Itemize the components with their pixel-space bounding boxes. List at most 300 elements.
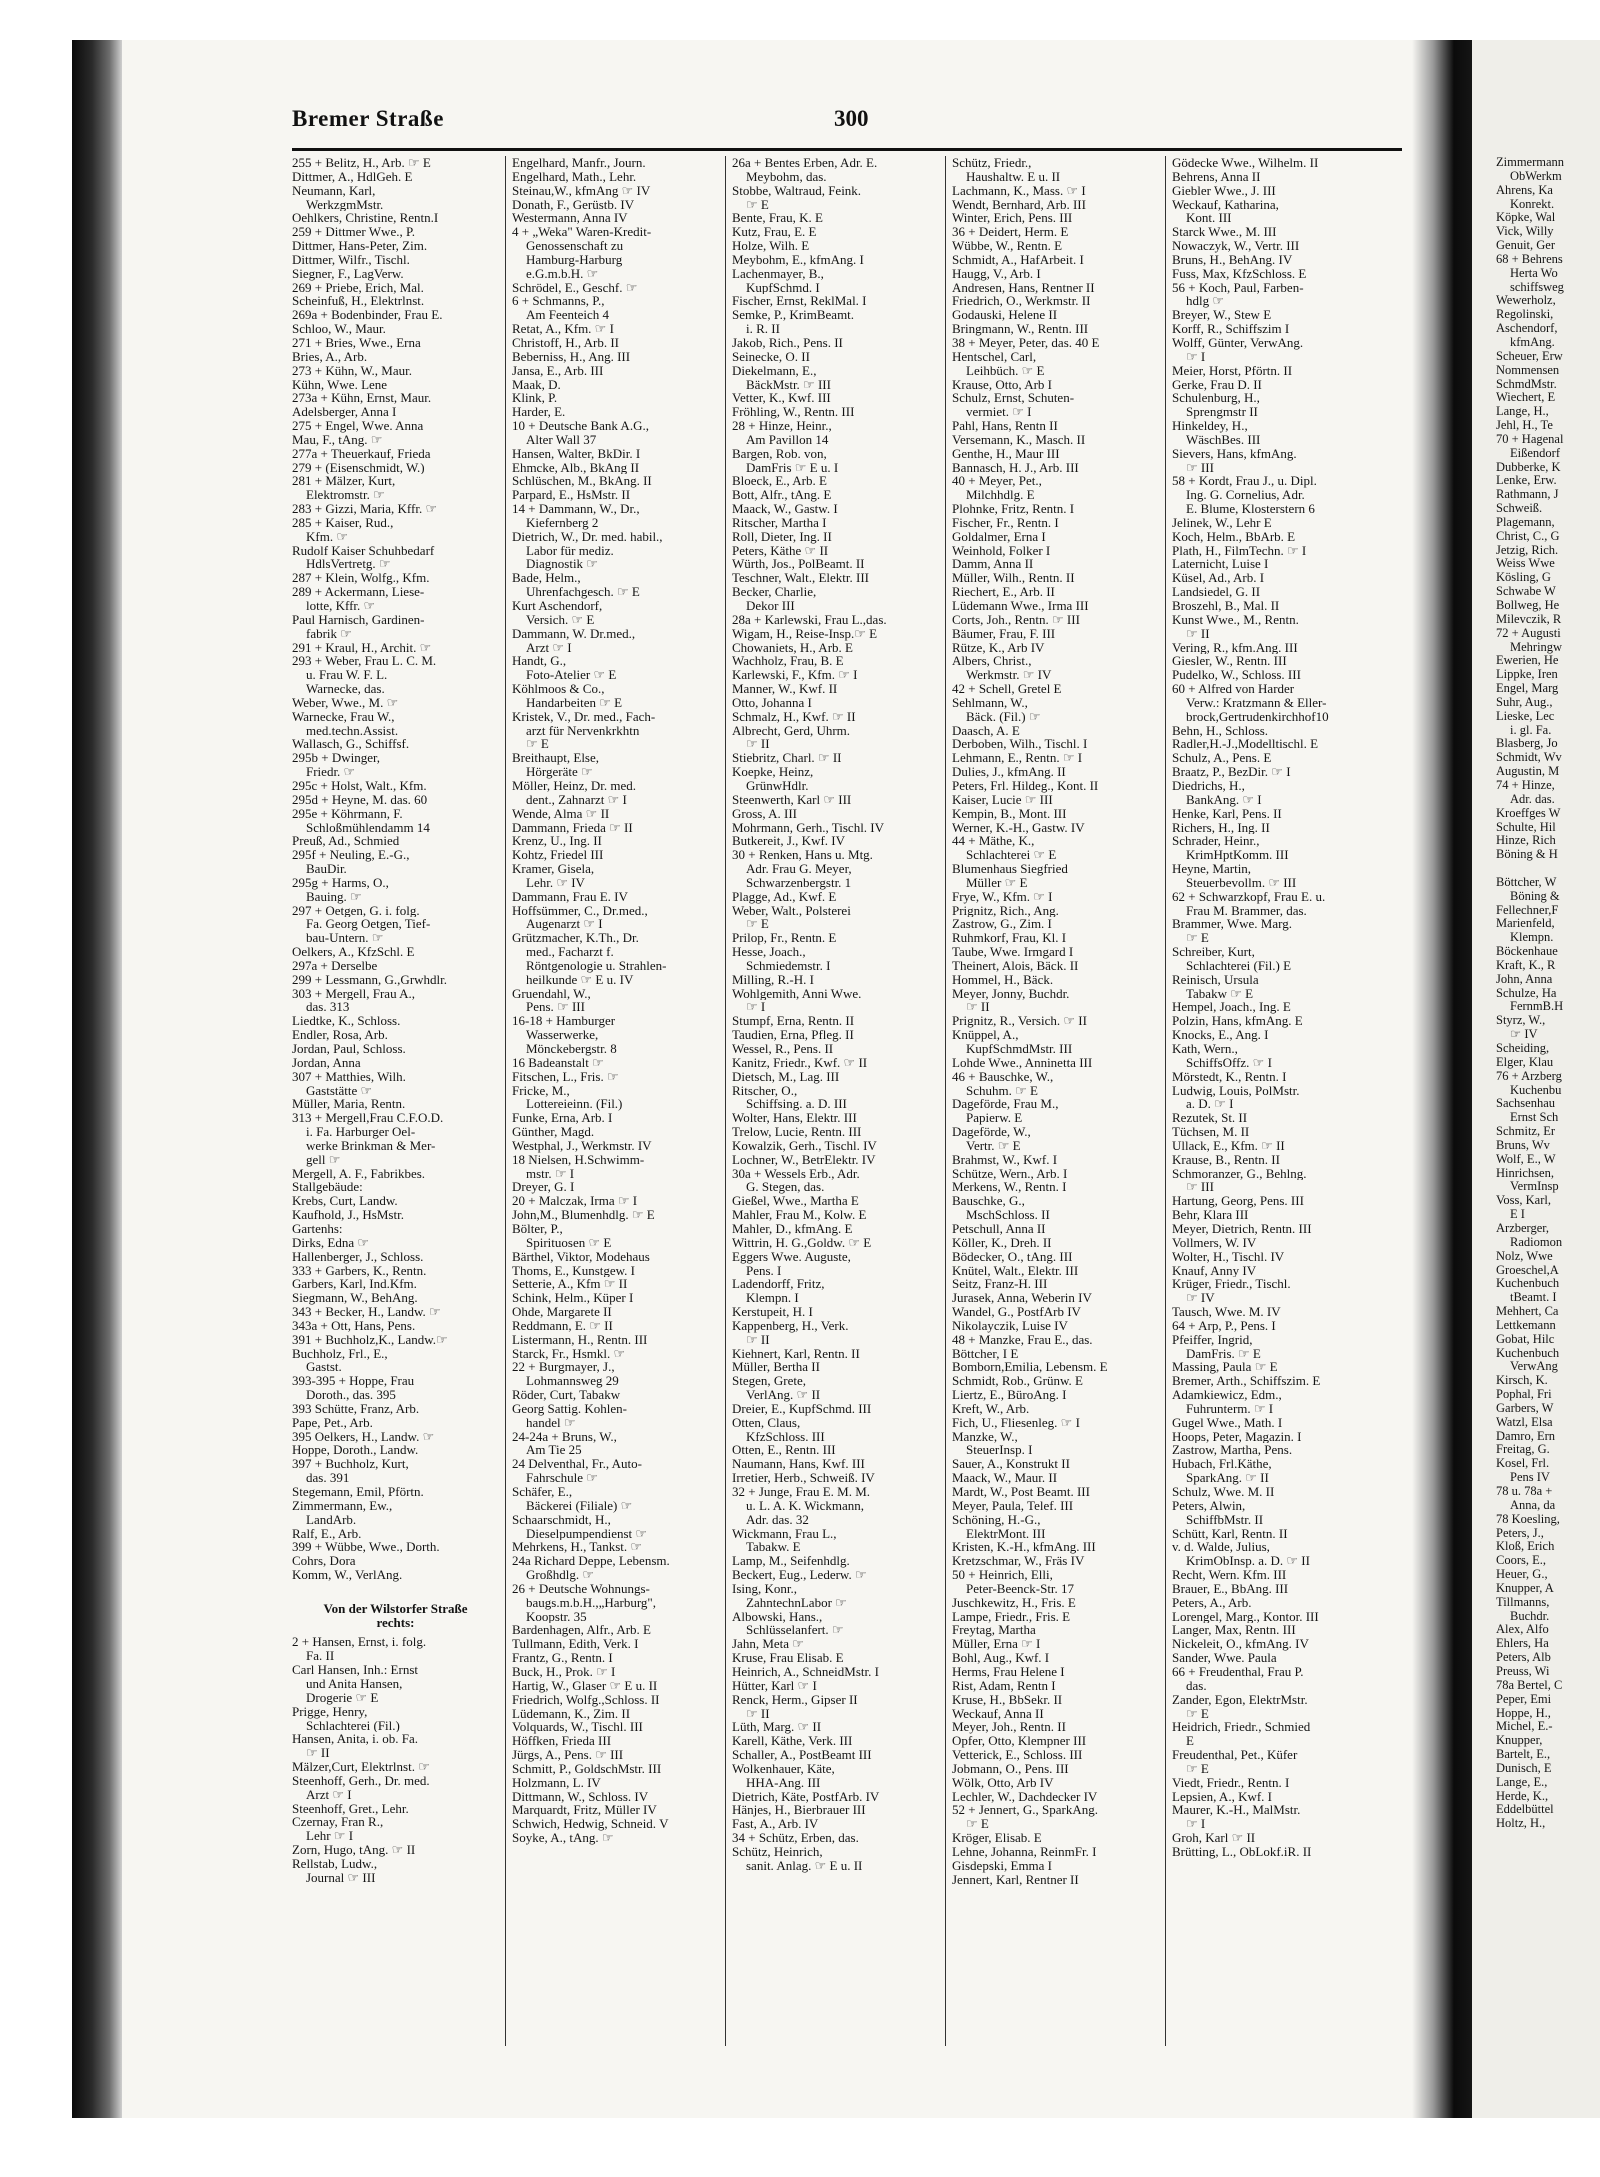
directory-entry: Schmidt, Wv xyxy=(1496,751,1562,765)
directory-entry: Wolff, Günter, VerwAng. xyxy=(1172,335,1304,350)
directory-entry: Bartelt, E., xyxy=(1496,1748,1551,1762)
directory-entry: Lüdemann, K., Zim. II xyxy=(512,1706,631,1721)
directory-entry: Godauski, Helene II xyxy=(952,308,1058,323)
entry-continuation: ☞ E xyxy=(746,917,769,932)
directory-entry: 52 + Jennert, G., SparkAng. xyxy=(952,1803,1098,1818)
entry-continuation: baugs.m.b.H.,„Harburg", xyxy=(526,1595,656,1610)
directory-entry: Groh, Karl ☞ II xyxy=(1172,1831,1256,1845)
directory-entry: 303 + Mergell, Frau A., xyxy=(292,986,415,1001)
entry-continuation: i. R. II xyxy=(746,322,780,336)
directory-entry: Dirks, Edna ☞ xyxy=(292,1235,370,1250)
entry-continuation: Schlüsselanfert. ☞ xyxy=(746,1623,844,1638)
directory-entry: Lippke, Iren xyxy=(1496,668,1558,682)
entry-continuation: Uhrenfachgesch. ☞ E xyxy=(526,585,640,599)
directory-entry: 74 + Hinze, xyxy=(1496,778,1555,792)
directory-entry: Kruse, H., BbSekr. II xyxy=(952,1692,1063,1707)
entry-continuation: KrimObInsp. a. D. ☞ II xyxy=(1186,1554,1310,1569)
entry-continuation: Pens. I xyxy=(746,1263,782,1278)
entry-continuation: Schiffsing. a. D. III xyxy=(746,1097,847,1112)
directory-entry: Wewerholz, xyxy=(1496,294,1556,308)
directory-entry: Bremer, Arth., Schiffszim. E xyxy=(1172,1374,1321,1389)
directory-entry: Holzmann, L. IV xyxy=(512,1775,601,1790)
directory-entry: 14 + Dammann, W., Dr., xyxy=(512,502,640,516)
directory-entry: Retat, A., Kfm. ☞ I xyxy=(512,322,614,336)
directory-entry: Lohde Wwe., Anninetta III xyxy=(952,1055,1093,1070)
entry-continuation: Schmiedemstr. I xyxy=(746,958,831,973)
directory-entry: 297a + Derselbe xyxy=(292,958,378,973)
directory-entry: Damro, Ern xyxy=(1496,1429,1556,1443)
directory-entry: John,M., Blumenhdlg. ☞ E xyxy=(512,1208,655,1222)
directory-entry: 16 Badeanstalt ☞ xyxy=(512,1055,604,1070)
entry-continuation: BauDir. xyxy=(306,862,347,876)
directory-entry: Kroeffges W xyxy=(1496,806,1561,820)
directory-entry: Parpard, E., HsMstr. II xyxy=(512,488,631,503)
entry-continuation: Konrekt. xyxy=(1510,197,1555,211)
directory-entry: Soyke, A., tAng. ☞ xyxy=(512,1831,614,1845)
directory-entry: Kath, Wern., xyxy=(1172,1042,1238,1056)
directory-entry: Kruse, Frau Elisab. E xyxy=(732,1651,844,1665)
entry-continuation: Lohmannsweg 29 xyxy=(526,1374,619,1389)
directory-entry: 295f + Neuling, E.-G., xyxy=(292,848,410,863)
directory-entry: 30a + Wessels Erb., Adr. xyxy=(732,1166,860,1181)
entry-continuation: Warnecke, das. xyxy=(306,682,385,696)
directory-entry: Frye, W., Kfm. ☞ I xyxy=(952,889,1053,904)
directory-entry: Giebler Wwe., J. III xyxy=(1172,183,1276,198)
directory-entry: Böttcher, W xyxy=(1496,875,1557,889)
directory-entry: Schulz, Wwe. M. II xyxy=(1172,1485,1275,1499)
entry-continuation: Schlachterei (Fil.) E xyxy=(1186,958,1292,973)
directory-entry: Garbers, Karl, Ind.Kfm. xyxy=(292,1277,417,1292)
entry-continuation: KupfSchmdMstr. III xyxy=(966,1042,1073,1056)
directory-entry: Schrödel, E., Geschf. ☞ xyxy=(512,280,638,295)
directory-entry: Nikolayczik, Luise IV xyxy=(952,1318,1068,1333)
directory-entry: 6 + Schmanns, P., xyxy=(512,294,605,309)
entry-continuation: ZahntechnLabor ☞ xyxy=(746,1595,847,1610)
directory-entry: Scheuer, Erw xyxy=(1496,349,1563,363)
entry-continuation: Pens IV xyxy=(1510,1471,1550,1485)
directory-entry: Richers, H., Ing. II xyxy=(1172,820,1270,835)
entry-continuation: u. Frau W. F. L. xyxy=(306,668,388,683)
directory-entry: Vetterick, E., Schloss. III xyxy=(952,1748,1083,1762)
directory-entry: Harder, E. xyxy=(512,405,566,420)
directory-entry: Dageförde, W., xyxy=(952,1125,1031,1139)
directory-entry: Viedt, Friedr., Rentn. I xyxy=(1172,1775,1290,1790)
directory-entry: Müller, Maria, Rentn. xyxy=(292,1097,406,1112)
directory-entry: Schmidt, A., HafArbeit. I xyxy=(952,252,1084,267)
directory-entry: 78a Bertel, C xyxy=(1496,1678,1563,1692)
directory-entry: Juschkewitz, H., Fris. E xyxy=(952,1595,1076,1610)
entry-continuation: Friedr. ☞ xyxy=(306,765,356,779)
directory-entry: 333 + Garbers, K., Rentn. xyxy=(292,1263,427,1278)
directory-entry: Diekelmann, E., xyxy=(732,363,817,378)
entry-continuation: ☞ IV xyxy=(1510,1028,1538,1042)
directory-entry: Wende, Alma ☞ II xyxy=(512,806,610,821)
directory-entry: John, Anna xyxy=(1496,972,1553,986)
entry-continuation: i. gl. Fa. xyxy=(1510,723,1552,737)
directory-entry: Augustin, M xyxy=(1496,765,1560,779)
directory-entry: Hütter, Karl ☞ I xyxy=(732,1678,817,1693)
blank-line xyxy=(292,1582,499,1596)
directory-entry: Schmitt, P., GoldschMstr. III xyxy=(512,1761,662,1776)
entry-continuation: Bäckerei (Filiale) ☞ xyxy=(526,1498,633,1513)
entry-continuation: heilkunde ☞ E u. IV xyxy=(526,972,634,987)
entry-continuation: Lehr. ☞ IV xyxy=(526,875,585,890)
directory-entry: Jetzig, Rich. xyxy=(1496,543,1559,557)
entry-continuation: Arzt ☞ I xyxy=(306,1787,352,1802)
directory-entry: Schweiß. xyxy=(1496,502,1543,516)
directory-entry: Fuss, Max, KfzSchloss. E xyxy=(1172,266,1307,281)
directory-entry: Westphal, J., Werkmstr. IV xyxy=(512,1138,652,1153)
directory-entry: Frantz, G., Rentn. I xyxy=(512,1651,613,1665)
directory-entry: Lüth, Marg. ☞ II xyxy=(732,1720,822,1735)
directory-entry: Knütel, Walt., Elektr. III xyxy=(952,1263,1079,1278)
entry-continuation: Dieselpumpendienst ☞ xyxy=(526,1526,648,1541)
directory-entry: Broszehl, B., Mal. II xyxy=(1172,599,1280,613)
scan-border xyxy=(0,0,72,2177)
directory-entry: Giesler, W., Rentn. III xyxy=(1172,654,1287,669)
directory-entry: Rütze, K., Arb IV xyxy=(952,640,1045,655)
directory-entry: Tausch, Wwe. M. IV xyxy=(1172,1305,1281,1319)
directory-entry: Vetter, K., Kwf. III xyxy=(732,391,831,406)
entry-continuation: Versich. ☞ E xyxy=(526,612,595,627)
entry-continuation: Augenarzt ☞ I xyxy=(526,917,603,932)
directory-entry: Gartenhs: xyxy=(292,1221,343,1236)
directory-entry: Fellechner,F xyxy=(1496,903,1559,917)
directory-entry: Wölk, Otto, Arb IV xyxy=(952,1775,1054,1790)
directory-entry: Mehhert, Ca xyxy=(1496,1305,1559,1319)
directory-entry: Ehmcke, Alb., BkAng II xyxy=(512,460,640,475)
directory-entry: Hinze, Rich xyxy=(1496,834,1556,848)
directory-entry: Jordan, Anna xyxy=(292,1055,361,1070)
directory-entry: Regolinski, xyxy=(1496,308,1554,322)
directory-entry: Korff, R., Schiffszim I xyxy=(1172,322,1290,336)
directory-entry: Reinisch, Ursula xyxy=(1172,972,1259,987)
entry-continuation: Alter Wall 37 xyxy=(526,432,597,447)
directory-entry: Ladendorff, Fritz, xyxy=(732,1277,825,1292)
entry-continuation: mstr. ☞ I xyxy=(526,1166,575,1181)
directory-entry: Gross, A. III xyxy=(732,806,797,821)
directory-entry: Liertz, E., BüroAng. I xyxy=(952,1388,1067,1402)
directory-entry: Jobmann, O., Pens. III xyxy=(952,1761,1069,1776)
directory-entry: Otten, Claus, xyxy=(732,1415,801,1430)
directory-entry: Meybohm, E., kfmAng. I xyxy=(732,252,864,267)
directory-entry: Hesse, Joach., xyxy=(732,945,806,959)
directory-entry: Krause, B., Rentn. II xyxy=(1172,1152,1280,1167)
directory-entry: Tillmanns, xyxy=(1496,1595,1550,1609)
directory-entry: Eggers Wwe. Auguste, xyxy=(732,1249,851,1264)
directory-entry: Karlewski, F., Kfm. ☞ I xyxy=(732,668,858,683)
entry-continuation: BankAng. ☞ I xyxy=(1186,792,1262,807)
directory-entry: Kanitz, Friedr., Kwf. ☞ II xyxy=(732,1055,868,1070)
directory-entry: Fischer, Fr., Rentn. I xyxy=(952,515,1059,530)
entry-continuation: Adr. das. 32 xyxy=(746,1512,809,1527)
directory-entry: Trelow, Lucie, Rentn. III xyxy=(732,1125,862,1139)
directory-entry: Höffken, Frieda III xyxy=(512,1734,612,1749)
directory-entry: 66 + Freudenthal, Frau P. xyxy=(1172,1664,1304,1679)
directory-entry: Kretzschmar, W., Fräs IV xyxy=(952,1554,1085,1569)
directory-entry: Dittmer, Hans-Peter, Zim. xyxy=(292,239,428,253)
entry-continuation: BäckMstr. ☞ III xyxy=(746,377,831,392)
directory-entry: Schmoranzer, G., Behlng. xyxy=(1172,1166,1307,1181)
directory-entry: Peters, Frl. Hildeg., Kont. II xyxy=(952,778,1099,793)
directory-entry: 307 + Matthies, Wilh. xyxy=(292,1069,406,1084)
directory-entry: Hallenberger, J., Schloss. xyxy=(292,1249,424,1264)
directory-entry: Buchholz, Frl., E., xyxy=(292,1346,388,1361)
directory-entry: 279 + (Eisenschmidt, W.) xyxy=(292,460,425,475)
directory-entry: Genuit, Ger xyxy=(1496,239,1556,253)
directory-entry: 28a + Karlewski, Frau L.,das. xyxy=(732,612,887,627)
directory-entry: Lachenmayer, B., xyxy=(732,266,824,281)
entry-continuation: ☞ II xyxy=(1186,626,1210,641)
directory-entry: Köhlmoos & Co., xyxy=(512,682,605,696)
directory-entry: Behrens, Anna II xyxy=(1172,169,1261,184)
directory-entry: 343a + Ott, Hans, Pens. xyxy=(292,1318,416,1333)
directory-entry: Cohrs, Dora xyxy=(292,1554,356,1569)
directory-entry: Christoff, H., Arb. II xyxy=(512,335,620,350)
directory-entry: 393 Schütte, Franz, Arb. xyxy=(292,1401,420,1416)
directory-entry: 295e + Köhrmann, F. xyxy=(292,806,403,821)
directory-entry: Rudolf Kaiser Schuhbedarf xyxy=(292,543,435,558)
directory-entry: Breyer, W., Stew E xyxy=(1172,308,1272,323)
directory-entry: Hoffsümmer, C., Dr.med., xyxy=(512,903,648,918)
directory-entry: Merkens, W., Rentn. I xyxy=(952,1180,1067,1195)
entry-continuation: Leihbüch. ☞ E xyxy=(966,363,1045,378)
directory-entry: Küsel, Ad., Arb. I xyxy=(1172,571,1265,586)
directory-entry: Taube, Wwe. Irmgard I xyxy=(952,945,1074,959)
directory-entry: Schulenburg, H., xyxy=(1172,391,1260,406)
entry-continuation: i. Fa. Harburger Oel- xyxy=(306,1125,416,1139)
directory-entry: Langer, Max, Rentn. III xyxy=(1172,1623,1296,1638)
directory-entry: Brütting, L., ObLokf.iR. II xyxy=(1172,1844,1312,1859)
directory-entry: Schöning, H.-G., xyxy=(952,1512,1041,1527)
entry-continuation: Kont. III xyxy=(1186,211,1232,226)
directory-entry: Albowski, Hans., xyxy=(732,1609,823,1624)
directory-entry: Taudien, Erna, Pfleg. II xyxy=(732,1028,854,1042)
directory-entry: Eddelbüttel xyxy=(1496,1803,1554,1817)
directory-entry: Peters, Alb xyxy=(1496,1651,1551,1665)
directory-entry: Warnecke, Frau W., xyxy=(292,709,395,724)
directory-entry: Krause, Otto, Arb I xyxy=(952,377,1053,392)
directory-entry: Gisdepski, Emma I xyxy=(952,1858,1053,1873)
directory-entry: Lepsien, A., Kwf. I xyxy=(1172,1789,1273,1804)
entry-continuation: Am Pavillon 14 xyxy=(746,432,829,447)
entry-continuation: Peter-Beenck-Str. 17 xyxy=(966,1581,1075,1596)
directory-entry: Kirsch, K. xyxy=(1496,1374,1548,1388)
entry-continuation: Drogerie ☞ E xyxy=(306,1690,379,1705)
directory-entry: Sander, Wwe. Paula xyxy=(1172,1651,1277,1665)
entry-continuation: Böning & xyxy=(1510,889,1560,903)
directory-entry: Kraft, K., R xyxy=(1496,958,1556,972)
directory-entry: Radler,H.-J.,Modelltischl. E xyxy=(1172,737,1319,752)
directory-entry: 259 + Dittmer Wwe., P. xyxy=(292,225,415,240)
directory-entry: Scheiding, xyxy=(1496,1042,1550,1055)
directory-entry: Bringmann, W., Rentn. III xyxy=(952,322,1089,336)
directory-entry: Zorn, Hugo, tAng. ☞ II xyxy=(292,1843,416,1857)
directory-entry: Fast, A., Arb. IV xyxy=(732,1817,819,1832)
entry-continuation: Ing. G. Cornelius, Adr. xyxy=(1186,488,1305,503)
directory-entry: 295c + Holst, Walt., Kfm. xyxy=(292,778,427,793)
directory-entry: Groeschel,A xyxy=(1496,1263,1559,1277)
directory-entry: Schmalz, H., Kwf. ☞ II xyxy=(732,709,856,724)
directory-entry: Jordan, Paul, Schloss. xyxy=(292,1042,406,1056)
entry-continuation: ☞ E xyxy=(1186,1706,1209,1721)
directory-entry: 62 + Schwarzkopf, Frau E. u. xyxy=(1172,889,1326,904)
directory-entry: Gugel Wwe., Math. I xyxy=(1172,1415,1283,1430)
directory-entry: Schreiber, Kurt, xyxy=(1172,945,1255,959)
directory-entry: Möller, Heinz, Dr. med. xyxy=(512,778,637,793)
directory-entry: Mälzer,Curt, Elektrlnst. ☞ xyxy=(292,1760,430,1774)
entry-continuation: SchiffbMstr. II xyxy=(1186,1512,1264,1527)
directory-entry: Schaller, A., PostBeamt III xyxy=(732,1748,872,1762)
directory-entry: Riechert, E., Arb. II xyxy=(952,585,1055,599)
directory-entry: Lehmann, E., Rentn. ☞ I xyxy=(952,751,1083,766)
directory-entry: Hoppe, Doroth., Landw. xyxy=(292,1443,419,1458)
entry-continuation: Adr. Frau G. Meyer, xyxy=(746,862,852,876)
directory-entry: 36 + Deidert, Herm. E xyxy=(952,225,1069,240)
directory-entry: Werner, K.-H., Gastw. IV xyxy=(952,820,1085,835)
entry-continuation: Radiomon xyxy=(1510,1235,1563,1249)
directory-entry: Suhr, Aug., xyxy=(1496,695,1553,709)
directory-entry: Mardt, W., Post Beamt. III xyxy=(952,1485,1090,1499)
directory-entry: 24a Richard Deppe, Lebensm. xyxy=(512,1554,670,1569)
entry-continuation: Hamburg-Harburg xyxy=(526,252,623,267)
entry-continuation: Gastst. xyxy=(306,1360,342,1375)
directory-entry: Fischer, Ernst, ReklMal. I xyxy=(732,294,867,309)
directory-entry: Dammann, W. Dr.med., xyxy=(512,626,636,641)
entry-continuation: Spirituosen ☞ E xyxy=(526,1235,612,1250)
entry-continuation: E xyxy=(1186,1734,1194,1749)
directory-entry: Blumenhaus Siegfried xyxy=(952,862,1068,876)
directory-entry: Knüppel, A., xyxy=(952,1028,1019,1042)
directory-entry: Laternicht, Luise I xyxy=(1172,557,1269,572)
entry-continuation: hdlg ☞ xyxy=(1186,294,1225,309)
directory-entry: Prignitz, Rich., Ang. xyxy=(952,903,1059,918)
directory-entry: Jurasek, Anna, Weberin IV xyxy=(952,1291,1092,1306)
entry-continuation: med.techn.Assist. xyxy=(306,723,399,738)
directory-entry: 28 + Hinze, Heinr., xyxy=(732,419,832,433)
directory-entry: Reddmann, E. ☞ II xyxy=(512,1318,613,1333)
entry-continuation: Frau M. Brammer, das. xyxy=(1186,903,1307,918)
directory-entry: 391 + Buchholz,K., Landw.☞ xyxy=(292,1332,448,1347)
directory-entry: Aschendorf, xyxy=(1496,322,1558,336)
directory-entry: Herms, Frau Helene I xyxy=(952,1664,1065,1679)
directory-entry: Müller, Erna ☞ I xyxy=(952,1637,1041,1652)
directory-entry: 271 + Bries, Wwe., Erna xyxy=(292,335,421,350)
directory-entry: Holtz, H., xyxy=(1496,1817,1546,1831)
directory-entry: 399 + Wübbe, Wwe., Dorth. xyxy=(292,1540,440,1555)
directory-entry: Kaiser, Lucie ☞ III xyxy=(952,792,1053,807)
entry-continuation: VermInsp xyxy=(1510,1180,1559,1194)
directory-entry: Plohnke, Fritz, Rentn. I xyxy=(952,502,1075,516)
directory-entry: Heyne, Martin, xyxy=(1172,862,1252,876)
directory-entry: Lange, E., xyxy=(1496,1775,1548,1789)
directory-entry: Freytag, Martha xyxy=(952,1623,1036,1638)
directory-entry: Böning & H xyxy=(1496,848,1558,862)
directory-entry: Krebs, Curt, Landw. xyxy=(292,1194,398,1209)
entry-continuation: vermiet. ☞ I xyxy=(966,405,1032,420)
directory-entry: Hoppe, H., xyxy=(1496,1706,1551,1720)
directory-entry: Nolz, Wwe xyxy=(1496,1249,1553,1263)
directory-entry: Schink, Helm., Küper I xyxy=(512,1291,634,1306)
directory-entry: Maak, D. xyxy=(512,377,561,392)
directory-entry: Bödecker, O., tAng. III xyxy=(952,1249,1073,1264)
directory-entry: Kosel, Frl. xyxy=(1496,1457,1550,1471)
directory-entry: Hänjes, H., Bierbrauer III xyxy=(732,1803,866,1818)
directory-entry: Maack, W., Gastw. I xyxy=(732,502,838,516)
directory-entry: Schütz, Heinrich, xyxy=(732,1844,823,1859)
directory-entry: 4 + „Weka" Waren-Kredit- xyxy=(512,225,652,240)
directory-entry: Thoms, E., Kunstgew. I xyxy=(512,1263,636,1278)
entry-continuation: Herta Wo xyxy=(1510,266,1558,280)
entry-continuation: HHA-Ang. III xyxy=(746,1775,821,1790)
directory-entry: 50 + Heinrich, Elli, xyxy=(952,1568,1053,1582)
directory-entry: Pahl, Hans, Rentn II xyxy=(952,419,1058,433)
directory-entry: Sauer, A., Konstrukt II xyxy=(952,1457,1070,1472)
directory-entry: Dietsch, M., Lag. III xyxy=(732,1069,840,1084)
entry-continuation: VerlAng. ☞ II xyxy=(746,1388,821,1402)
directory-column-4 xyxy=(952,156,1159,2116)
directory-entry: Ewerien, He xyxy=(1496,654,1559,668)
directory-entry: Freudenthal, Pet., Küfer xyxy=(1172,1748,1298,1762)
scan-bottom-border xyxy=(72,2118,1600,2177)
directory-entry: 285 + Kaiser, Rud., xyxy=(292,515,394,530)
directory-entry: 283 + Gizzi, Maria, Kffr. ☞ xyxy=(292,502,438,516)
directory-entry: Kohtz, Friedel III xyxy=(512,848,604,863)
directory-entry: Adamkiewicz, Edm., xyxy=(1172,1388,1282,1402)
directory-entry: 58 + Kordt, Frau J., u. Dipl. xyxy=(1172,474,1317,489)
entry-continuation: Milchhdlg. E xyxy=(966,488,1035,503)
directory-column-1 xyxy=(292,156,499,2116)
directory-entry: Mau, F., tAng. ☞ xyxy=(292,432,383,447)
entry-continuation: Fuhrunterm. ☞ I xyxy=(1186,1401,1274,1416)
directory-entry: Günther, Magd. xyxy=(512,1125,595,1139)
directory-entry: Zimmermann, Ew., xyxy=(292,1498,393,1513)
directory-entry: Röder, Curt, Tabakw xyxy=(512,1388,621,1402)
directory-entry: Peper, Emi xyxy=(1496,1692,1552,1706)
directory-entry: 287 + Klein, Wolfg., Kfm. xyxy=(292,571,430,586)
entry-continuation: Röntgenologie u. Strahlen- xyxy=(526,958,667,973)
directory-entry: Bollweg, He xyxy=(1496,599,1560,612)
entry-continuation: ☞ E xyxy=(966,1817,989,1832)
directory-entry: Meyer, Jonny, Buchdr. xyxy=(952,986,1070,1001)
directory-entry: Wolkenhauer, Käte, xyxy=(732,1761,835,1776)
directory-entry: Arzberger, xyxy=(1496,1221,1550,1235)
entry-continuation: Schlachterei ☞ E xyxy=(966,848,1057,863)
directory-entry: Wachholz, Frau, B. E xyxy=(732,654,844,669)
directory-entry: Volquards, W., Tischl. III xyxy=(512,1720,643,1735)
directory-entry: Jürgs, A., Pens. ☞ III xyxy=(512,1748,624,1762)
directory-entry: Hartung, Georg, Pens. III xyxy=(1172,1194,1304,1209)
directory-entry: Mörstedt, K., Rentn. I xyxy=(1172,1069,1287,1084)
directory-entry: Schulz, Ernst, Schuten- xyxy=(952,391,1075,406)
directory-entry: Bannasch, H. J., Arb. III xyxy=(952,460,1079,475)
directory-entry: Adelsberger, Anna I xyxy=(292,405,397,420)
entry-continuation: ObWerkm xyxy=(1510,169,1562,183)
entry-continuation: Papierw. E xyxy=(966,1111,1023,1126)
directory-entry: Wessel, R., Pens. II xyxy=(732,1042,834,1056)
directory-entry: Stegemann, Emil, Pförtn. xyxy=(292,1485,424,1499)
entry-continuation: ☞ E xyxy=(1186,931,1209,946)
directory-entry: Irretier, Herb., Schweiß. IV xyxy=(732,1471,875,1485)
entry-continuation: Kfm. ☞ xyxy=(306,529,348,544)
directory-entry: Steenhoff, Gerh., Dr. med. xyxy=(292,1773,430,1788)
directory-entry: Herde, K., xyxy=(1496,1789,1549,1803)
directory-entry: 38 + Meyer, Peter, das. 40 E xyxy=(952,335,1100,350)
directory-entry: Dunisch, E xyxy=(1496,1761,1552,1775)
directory-entry: Damm, Anna II xyxy=(952,557,1034,572)
directory-entry: Breithaupt, Else, xyxy=(512,751,600,766)
directory-entry: 313 + Mergell,Frau C.F.O.D. xyxy=(292,1111,444,1126)
